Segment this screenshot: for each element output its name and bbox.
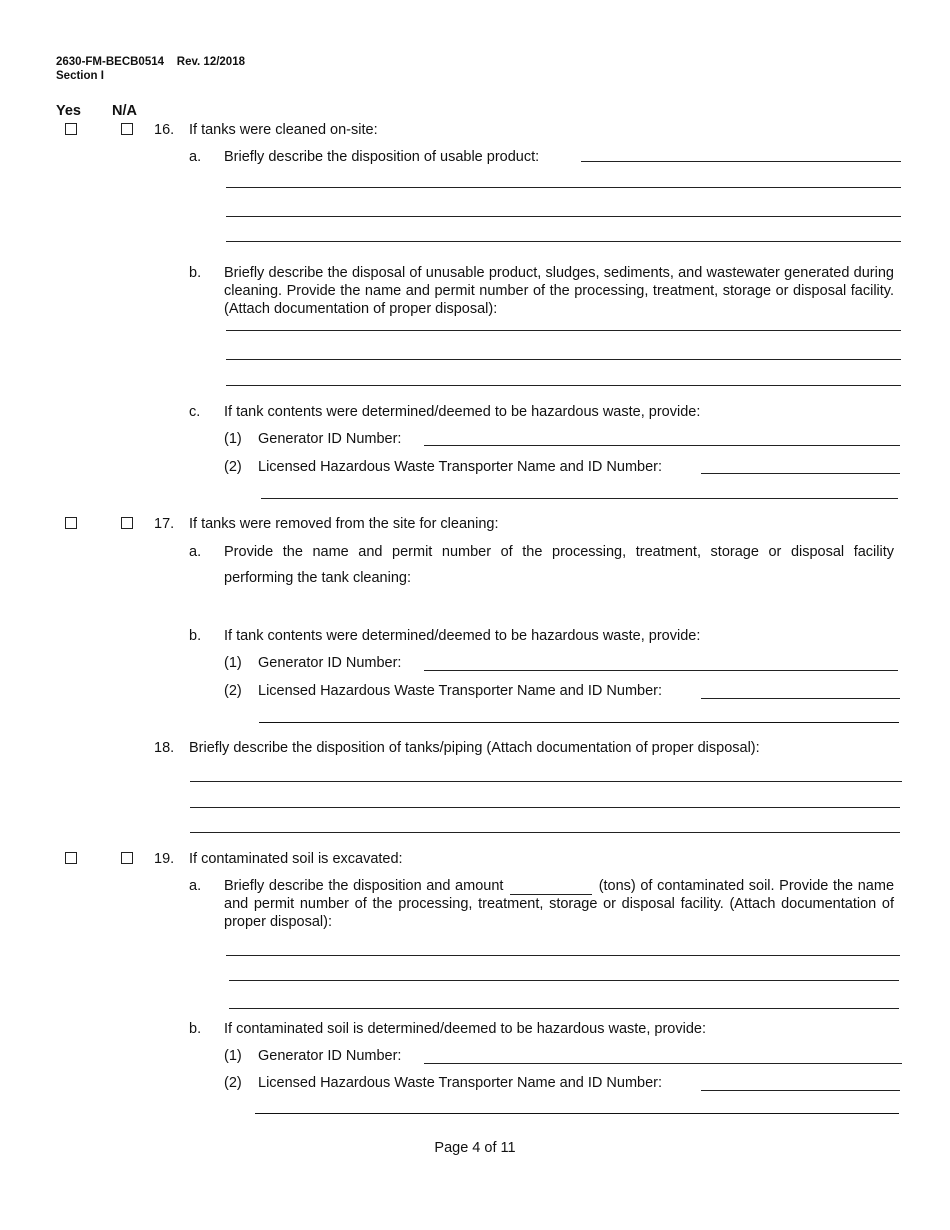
- q19b1-answer-line[interactable]: [424, 1063, 902, 1064]
- na-column-header: N/A: [112, 103, 137, 119]
- q17b1-text: Generator ID Number:: [258, 655, 402, 671]
- q16a-question: Briefly describe the disposition of usable product:: [224, 149, 540, 165]
- q17b1-answer-line[interactable]: [424, 670, 898, 671]
- q19a-answer-line[interactable]: [229, 1008, 899, 1009]
- q16c1-text: Generator ID Number:: [258, 431, 402, 447]
- q19-na-checkbox[interactable]: [121, 852, 133, 864]
- q17b2-answer-line[interactable]: [701, 698, 900, 699]
- q16-yes-checkbox[interactable]: [65, 123, 77, 135]
- q16c1-answer-line[interactable]: [424, 445, 900, 446]
- q16b-answer-line[interactable]: [226, 359, 901, 360]
- q19-number: 19.: [154, 851, 175, 867]
- form-revision: Rev. 12/2018: [176, 56, 245, 68]
- q16c2-answer-line[interactable]: [261, 498, 898, 499]
- q16a-answer-line[interactable]: [581, 161, 901, 162]
- form-header: [56, 56, 245, 68]
- page-number: Page 4 of 11: [434, 1140, 516, 1156]
- q18-answer-line[interactable]: [190, 807, 900, 808]
- q17a-label: a.: [189, 544, 202, 560]
- q17-question: If tanks were removed from the site for cleaning:: [189, 516, 499, 532]
- q18-answer-line[interactable]: [190, 781, 902, 782]
- q19a-label: a.: [189, 878, 202, 894]
- q19b2-answer-line[interactable]: [701, 1090, 900, 1091]
- q17b-question: If tank contents were determined/deemed to be hazardous waste, provide:: [224, 628, 701, 644]
- q19a-text-before: Briefly describe the disposition and amount: [224, 878, 504, 894]
- q16c-label: c.: [189, 404, 201, 420]
- q16b-label: b.: [189, 265, 202, 281]
- q16c1-label: (1): [224, 431, 242, 447]
- q16a-answer-line[interactable]: [226, 187, 901, 188]
- q18-question: Briefly describe the disposition of tanks/piping (Attach documentation of proper disposal):: [189, 740, 760, 756]
- q16b-question: Briefly describe the disposal of unusable product, sludges, sediments, and wastewater generated during cleaning. Provide the name and permit number of the processing, treatment, storage or disposal facility. (Attach documentation of proper disposal):: [224, 265, 894, 317]
- q16b-answer-line[interactable]: [226, 330, 901, 331]
- q16a-answer-line[interactable]: [226, 216, 901, 217]
- yes-column-header: Yes: [56, 103, 81, 119]
- q17-number: 17.: [154, 516, 175, 532]
- q19a-question: [224, 877, 894, 931]
- q17a-question-line1: Provide the name and permit number of the processing, treatment, storage or disposal facility: [224, 544, 894, 560]
- q19b1-text: Generator ID Number:: [258, 1048, 402, 1064]
- form-id: 2630-FM-BECB0514: [56, 56, 165, 68]
- q19b2-text: Licensed Hazardous Waste Transporter Name and ID Number:: [258, 1075, 663, 1091]
- q17b1-label: (1): [224, 655, 242, 671]
- q19a-answer-line[interactable]: [226, 955, 900, 956]
- q16c-question: If tank contents were determined/deemed to be hazardous waste, provide:: [224, 404, 701, 420]
- q16-na-checkbox[interactable]: [121, 123, 133, 135]
- q17b2-text: Licensed Hazardous Waste Transporter Name and ID Number:: [258, 683, 663, 699]
- q17b-label: b.: [189, 628, 202, 644]
- q19a-text-after: (tons) of contaminated soil. Provide the name and permit number of the processing, treatment, storage or disposal facility. (Attach documentation of proper disposal):: [224, 878, 895, 930]
- q17b2-label: (2): [224, 683, 242, 699]
- q16-number: 16.: [154, 122, 175, 138]
- q17b2-answer-line[interactable]: [259, 722, 899, 723]
- q17a-question-line2: performing the tank cleaning:: [224, 570, 411, 586]
- q16a-label: a.: [189, 149, 202, 165]
- q18-answer-line[interactable]: [190, 832, 900, 833]
- q19-yes-checkbox[interactable]: [65, 852, 77, 864]
- q16-question: If tanks were cleaned on-site:: [189, 122, 378, 138]
- q19b2-answer-line[interactable]: [255, 1113, 899, 1114]
- q16c2-answer-line[interactable]: [701, 473, 900, 474]
- q19b1-label: (1): [224, 1048, 242, 1064]
- q16a-answer-line[interactable]: [226, 241, 901, 242]
- q19b-label: b.: [189, 1021, 202, 1037]
- q16c2-label: (2): [224, 459, 242, 475]
- q17-yes-checkbox[interactable]: [65, 517, 77, 529]
- q16c2-text: Licensed Hazardous Waste Transporter Name and ID Number:: [258, 459, 663, 475]
- q19-question: If contaminated soil is excavated:: [189, 851, 403, 867]
- q16b-answer-line[interactable]: [226, 385, 901, 386]
- q19a-tons-blank[interactable]: [510, 880, 592, 895]
- q17-na-checkbox[interactable]: [121, 517, 133, 529]
- q19b2-label: (2): [224, 1075, 242, 1091]
- section-label: Section I: [56, 70, 104, 82]
- q18-number: 18.: [154, 740, 175, 756]
- q19a-answer-line[interactable]: [229, 980, 899, 981]
- q19b-question: If contaminated soil is determined/deemed to be hazardous waste, provide:: [224, 1021, 706, 1037]
